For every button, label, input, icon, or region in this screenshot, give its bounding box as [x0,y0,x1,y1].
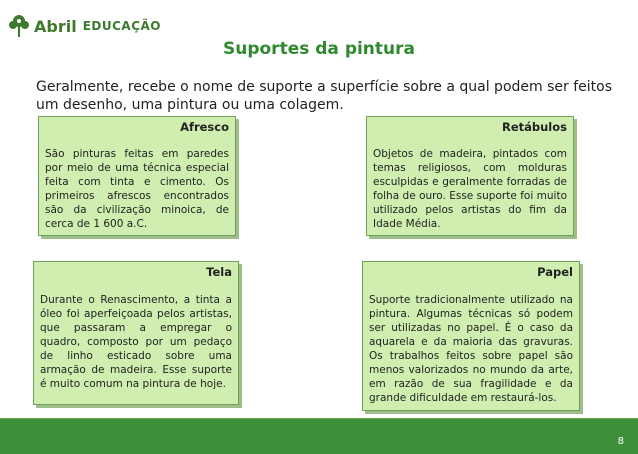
header [0,0,638,42]
card-afresco [38,116,236,236]
footer-bar [0,419,638,454]
brand-logo [8,14,161,38]
card-text: Durante o Renascimento, a tinta a óleo foi aperfeiçoada pelos artistas, que passaram a empregar o quadro, composto por um pedaço de linho esticado sobre uma armação de madeira. Esse suporte é muito comum na pintura de hoje. [40,294,232,390]
card-text: São pinturas feitas em paredes por meio de uma técnica especial feita com tinta e cimento. Os primeiros afrescos encontrados são da civilização minoica, de cerca de 1 600 a.C. [45,148,229,230]
card-retabulos [366,116,574,236]
card-text: Suporte tradicionalmente utilizado na pintura. Algumas técnicas só podem ser utilizadas no papel. É o caso da aquarela e da maioria das gravuras. Os trabalhos feitos sobre papel são menos valorizados no mundo da arte, em razão de sua fragilidade e da grande dificuldade em restaurá-los. [369,294,573,404]
card-text: Objetos de madeira, pintados com temas religiosos, com molduras esculpidas e geralmente forradas de folha de ouro. Esse suporte foi muito utilizado pelos artistas do fim da Idade Média. [373,148,567,230]
page-number: 8 [617,436,624,447]
card-tela [33,261,239,405]
brand-sub: EDUCAÇÃO [82,19,161,33]
tree-icon [8,14,30,38]
card-title: Retábulos [501,120,567,134]
intro-text: Geralmente, recebe o nome de suporte a superfície sobre a qual podem ser feitos um desenho, uma pintura ou uma colagem. [36,79,612,113]
card-title: Afresco [180,120,229,134]
card-title: Tela [206,265,232,279]
card-title: Papel [537,265,573,279]
card-papel [362,261,580,411]
page-title: Suportes da pintura [222,39,415,59]
brand-name: Abril [34,16,77,36]
